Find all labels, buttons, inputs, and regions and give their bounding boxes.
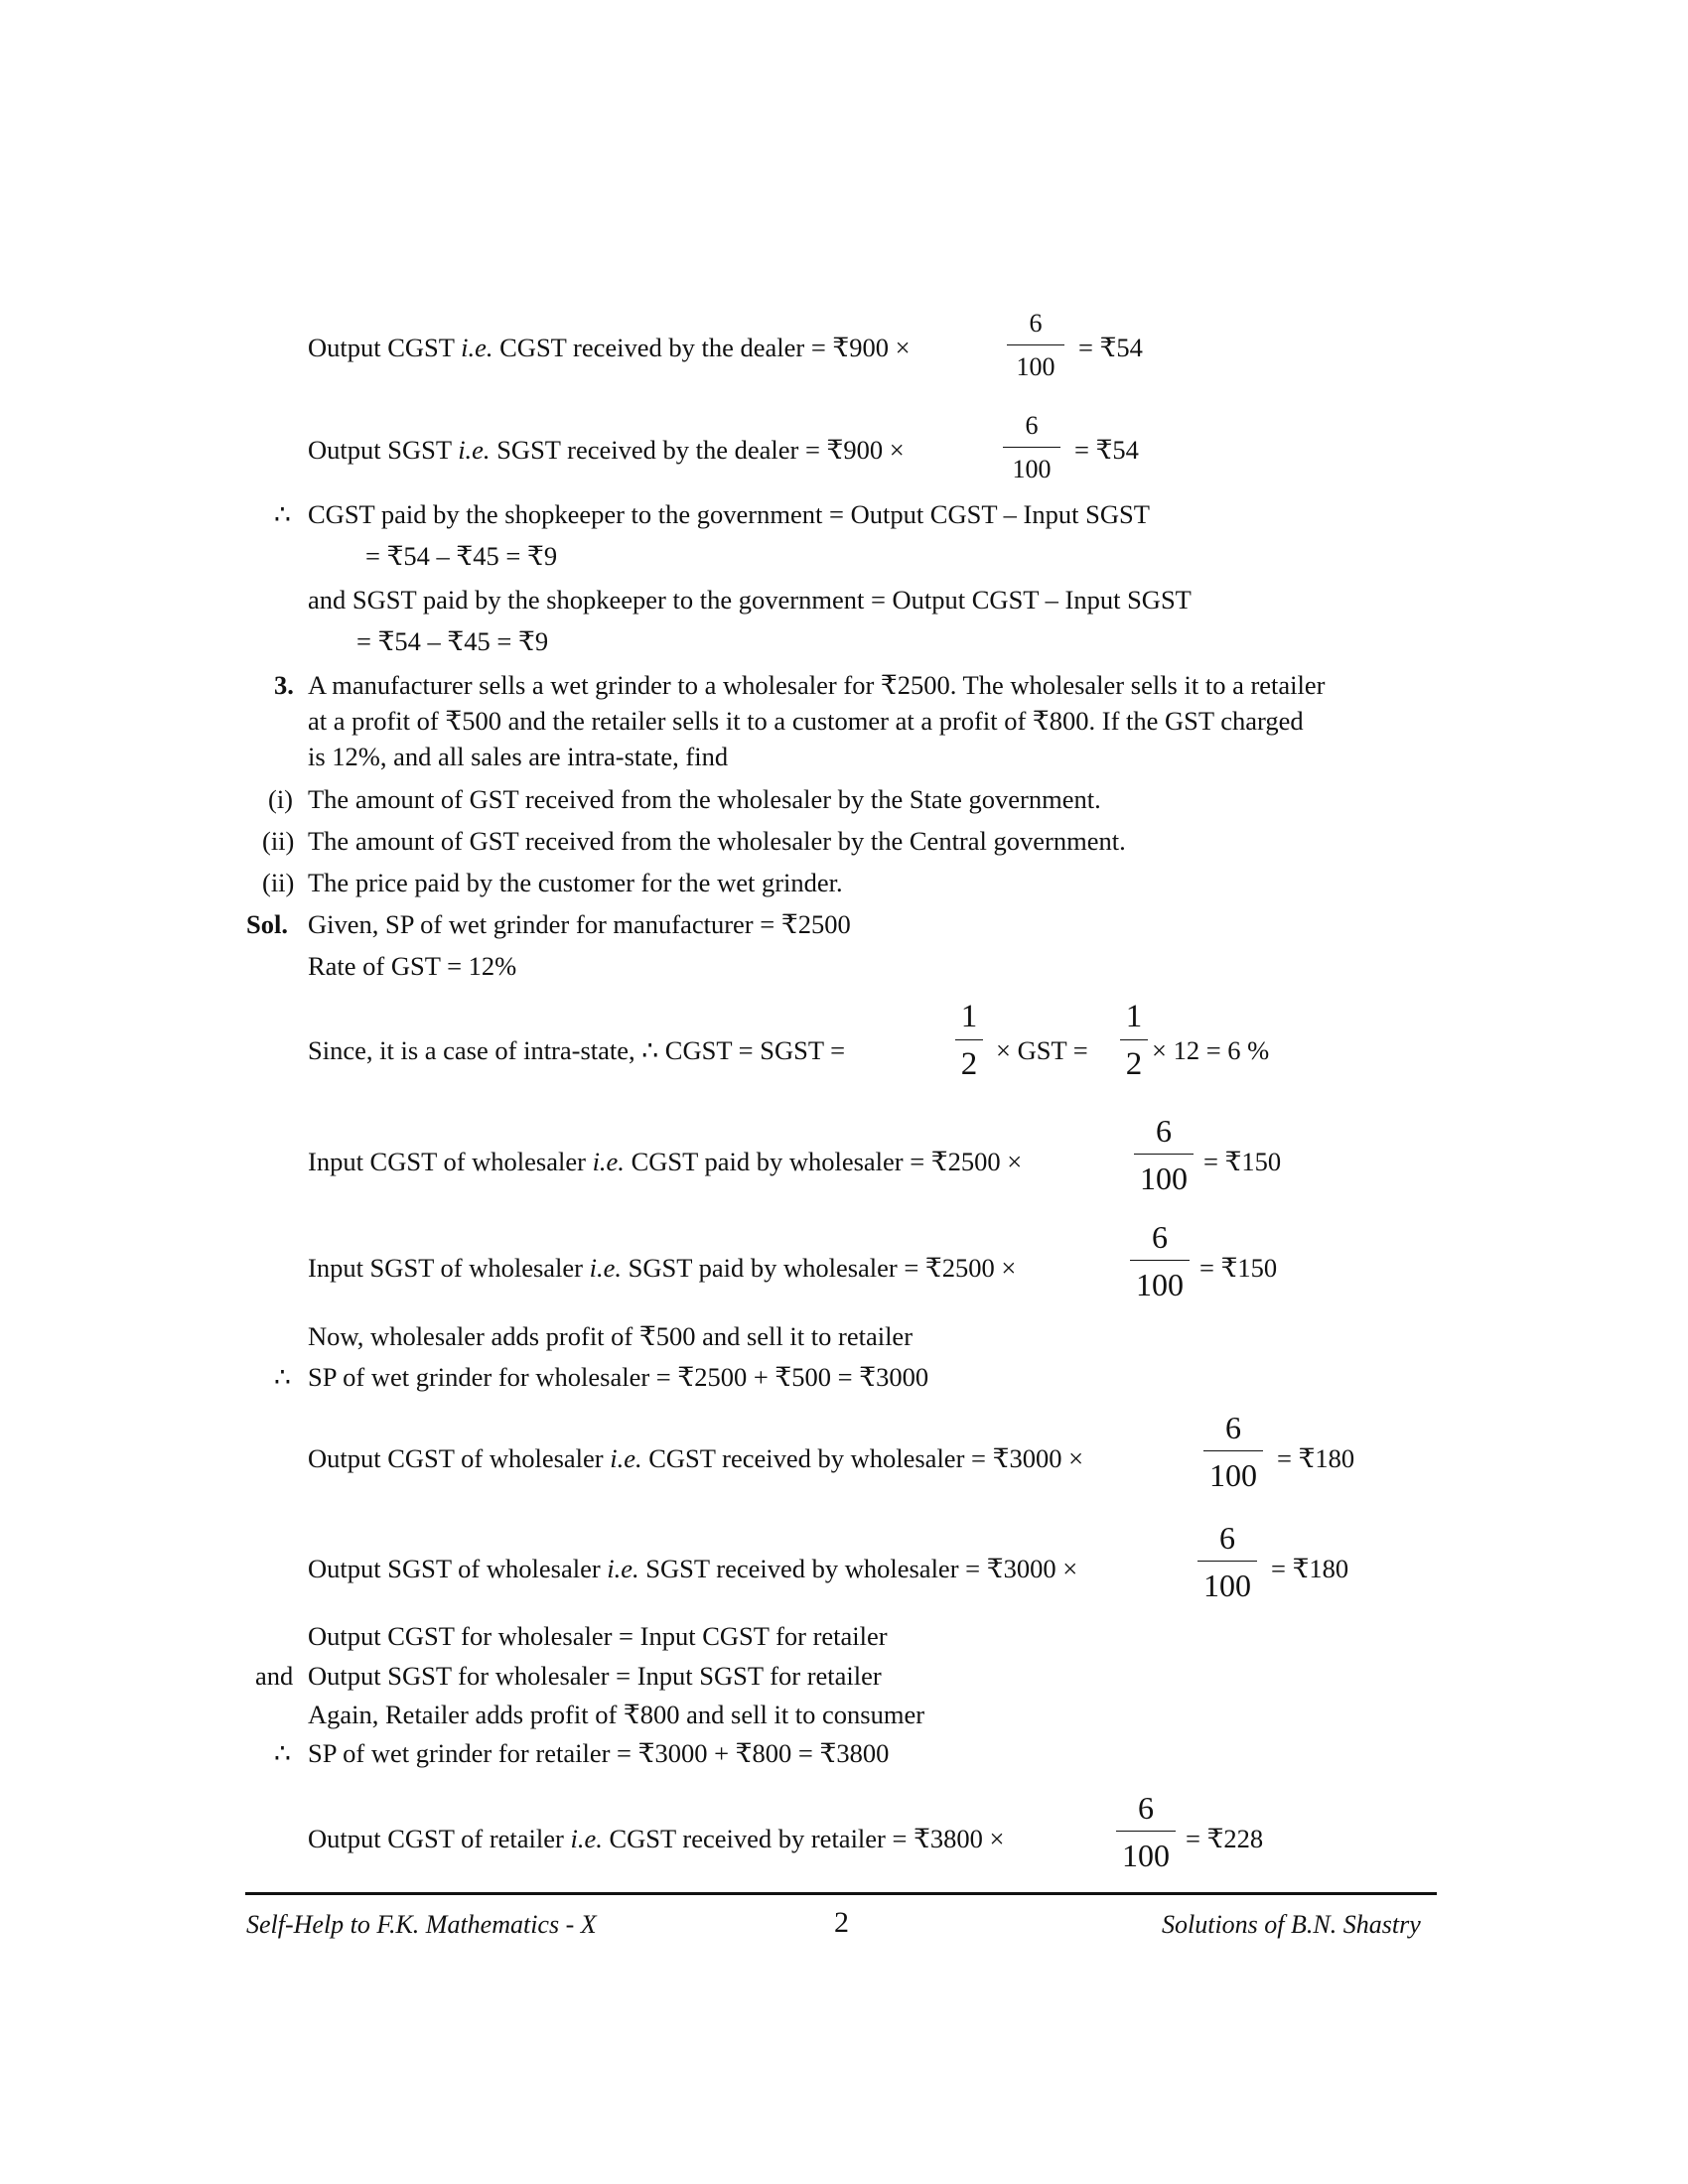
and-label: and bbox=[255, 1661, 294, 1691]
retailer-profit-line: Again, Retailer adds profit of ₹800 and sell it to consumer bbox=[308, 1700, 925, 1729]
output-cgst-wholesaler: Output CGST of wholesaler i.e. CGST received by wholesaler = ₹3000 × bbox=[308, 1443, 1084, 1473]
fraction-1-over-2: 1 2 bbox=[1120, 1001, 1148, 1082]
result-150: = ₹150 bbox=[1203, 1147, 1282, 1176]
six-percent-result: × 12 = 6 % bbox=[1152, 1035, 1270, 1065]
result-54: = ₹54 bbox=[1074, 435, 1139, 465]
part-text-iii: The price paid by the customer for the wet grinder. bbox=[308, 868, 843, 897]
fraction-6-over-100: 6 100 bbox=[1003, 413, 1060, 484]
therefore-symbol: ∴ bbox=[274, 1362, 291, 1392]
question-text-2: at a profit of ₹500 and the retailer sells it to a customer at a profit of ₹800. If the GST charged bbox=[308, 706, 1304, 736]
solution-label: Sol. bbox=[246, 909, 288, 939]
result-180: = ₹180 bbox=[1277, 1443, 1355, 1473]
part-number-i: (i) bbox=[268, 784, 294, 814]
output-input-sgst-equality: Output SGST for wholesaler = Input SGST for retailer bbox=[308, 1661, 882, 1691]
footer-author: Solutions of B.N. Shastry bbox=[1162, 1910, 1421, 1939]
fraction-6-over-100: 6 100 bbox=[1134, 1115, 1194, 1196]
footer-rule bbox=[245, 1892, 1437, 1895]
page-number: 2 bbox=[834, 1906, 849, 1939]
part-number-iii: (ii) bbox=[262, 868, 295, 897]
given-sp: Given, SP of wet grinder for manufacturer = ₹2500 bbox=[308, 909, 851, 939]
fraction-6-over-100: 6 100 bbox=[1130, 1221, 1190, 1302]
input-sgst-wholesaler: Input SGST of wholesaler i.e. SGST paid by wholesaler = ₹2500 × bbox=[308, 1253, 1017, 1283]
output-sgst-wholesaler: Output SGST of wholesaler i.e. SGST received by wholesaler = ₹3000 × bbox=[308, 1554, 1078, 1583]
question-text-1: A manufacturer sells a wet grinder to a wholesaler for ₹2500. The wholesaler sells it to a retailer bbox=[308, 670, 1326, 700]
intra-state-line: Since, it is a case of intra-state, ∴ CGST = SGST = bbox=[308, 1035, 846, 1065]
part-number-ii: (ii) bbox=[262, 826, 295, 856]
question-number: 3. bbox=[274, 670, 294, 700]
part-text-i: The amount of GST received from the wholesaler by the State government. bbox=[308, 784, 1101, 814]
output-cgst-retailer: Output CGST of retailer i.e. CGST received by retailer = ₹3800 × bbox=[308, 1824, 1005, 1853]
sgst-paid-line: and SGST paid by the shopkeeper to the government = Output CGST – Input SGST bbox=[308, 585, 1192, 614]
part-text-ii: The amount of GST received from the wholesaler by the Central government. bbox=[308, 826, 1126, 856]
times-gst: × GST = bbox=[996, 1035, 1088, 1065]
fraction-6-over-100: 6 100 bbox=[1116, 1792, 1176, 1873]
output-cgst-dealer-line: Output CGST i.e. CGST received by the dealer = ₹900 × bbox=[308, 333, 911, 362]
sp-wholesaler-line: SP of wet grinder for wholesaler = ₹2500 + ₹500 = ₹3000 bbox=[308, 1362, 929, 1392]
result-180: = ₹180 bbox=[1271, 1554, 1349, 1583]
wholesaler-profit-line: Now, wholesaler adds profit of ₹500 and sell it to retailer bbox=[308, 1321, 914, 1351]
footer-book-title: Self-Help to F.K. Mathematics - X bbox=[246, 1910, 597, 1939]
cgst-paid-calc: = ₹54 – ₹45 = ₹9 bbox=[365, 541, 558, 571]
sgst-paid-calc: = ₹54 – ₹45 = ₹9 bbox=[356, 626, 549, 656]
input-cgst-wholesaler: Input CGST of wholesaler i.e. CGST paid by wholesaler = ₹2500 × bbox=[308, 1147, 1023, 1176]
question-text-3: is 12%, and all sales are intra-state, find bbox=[308, 742, 729, 771]
output-sgst-dealer-line: Output SGST i.e. SGST received by the dealer = ₹900 × bbox=[308, 435, 905, 465]
result-150: = ₹150 bbox=[1199, 1253, 1278, 1283]
rate-of-gst: Rate of GST = 12% bbox=[308, 951, 517, 981]
result-228: = ₹228 bbox=[1186, 1824, 1264, 1853]
fraction-6-over-100: 6 100 bbox=[1007, 311, 1064, 382]
fraction-6-over-100: 6 100 bbox=[1197, 1522, 1257, 1603]
fraction-1-over-2: 1 2 bbox=[955, 1001, 983, 1082]
therefore-symbol: ∴ bbox=[274, 499, 291, 529]
result-54: = ₹54 bbox=[1078, 333, 1143, 362]
output-input-cgst-equality: Output CGST for wholesaler = Input CGST for retailer bbox=[308, 1621, 888, 1651]
cgst-paid-line: CGST paid by the shopkeeper to the government = Output CGST – Input SGST bbox=[308, 499, 1150, 529]
therefore-symbol: ∴ bbox=[274, 1738, 291, 1768]
sp-retailer-line: SP of wet grinder for retailer = ₹3000 + ₹800 = ₹3800 bbox=[308, 1738, 890, 1768]
fraction-6-over-100: 6 100 bbox=[1203, 1412, 1263, 1493]
